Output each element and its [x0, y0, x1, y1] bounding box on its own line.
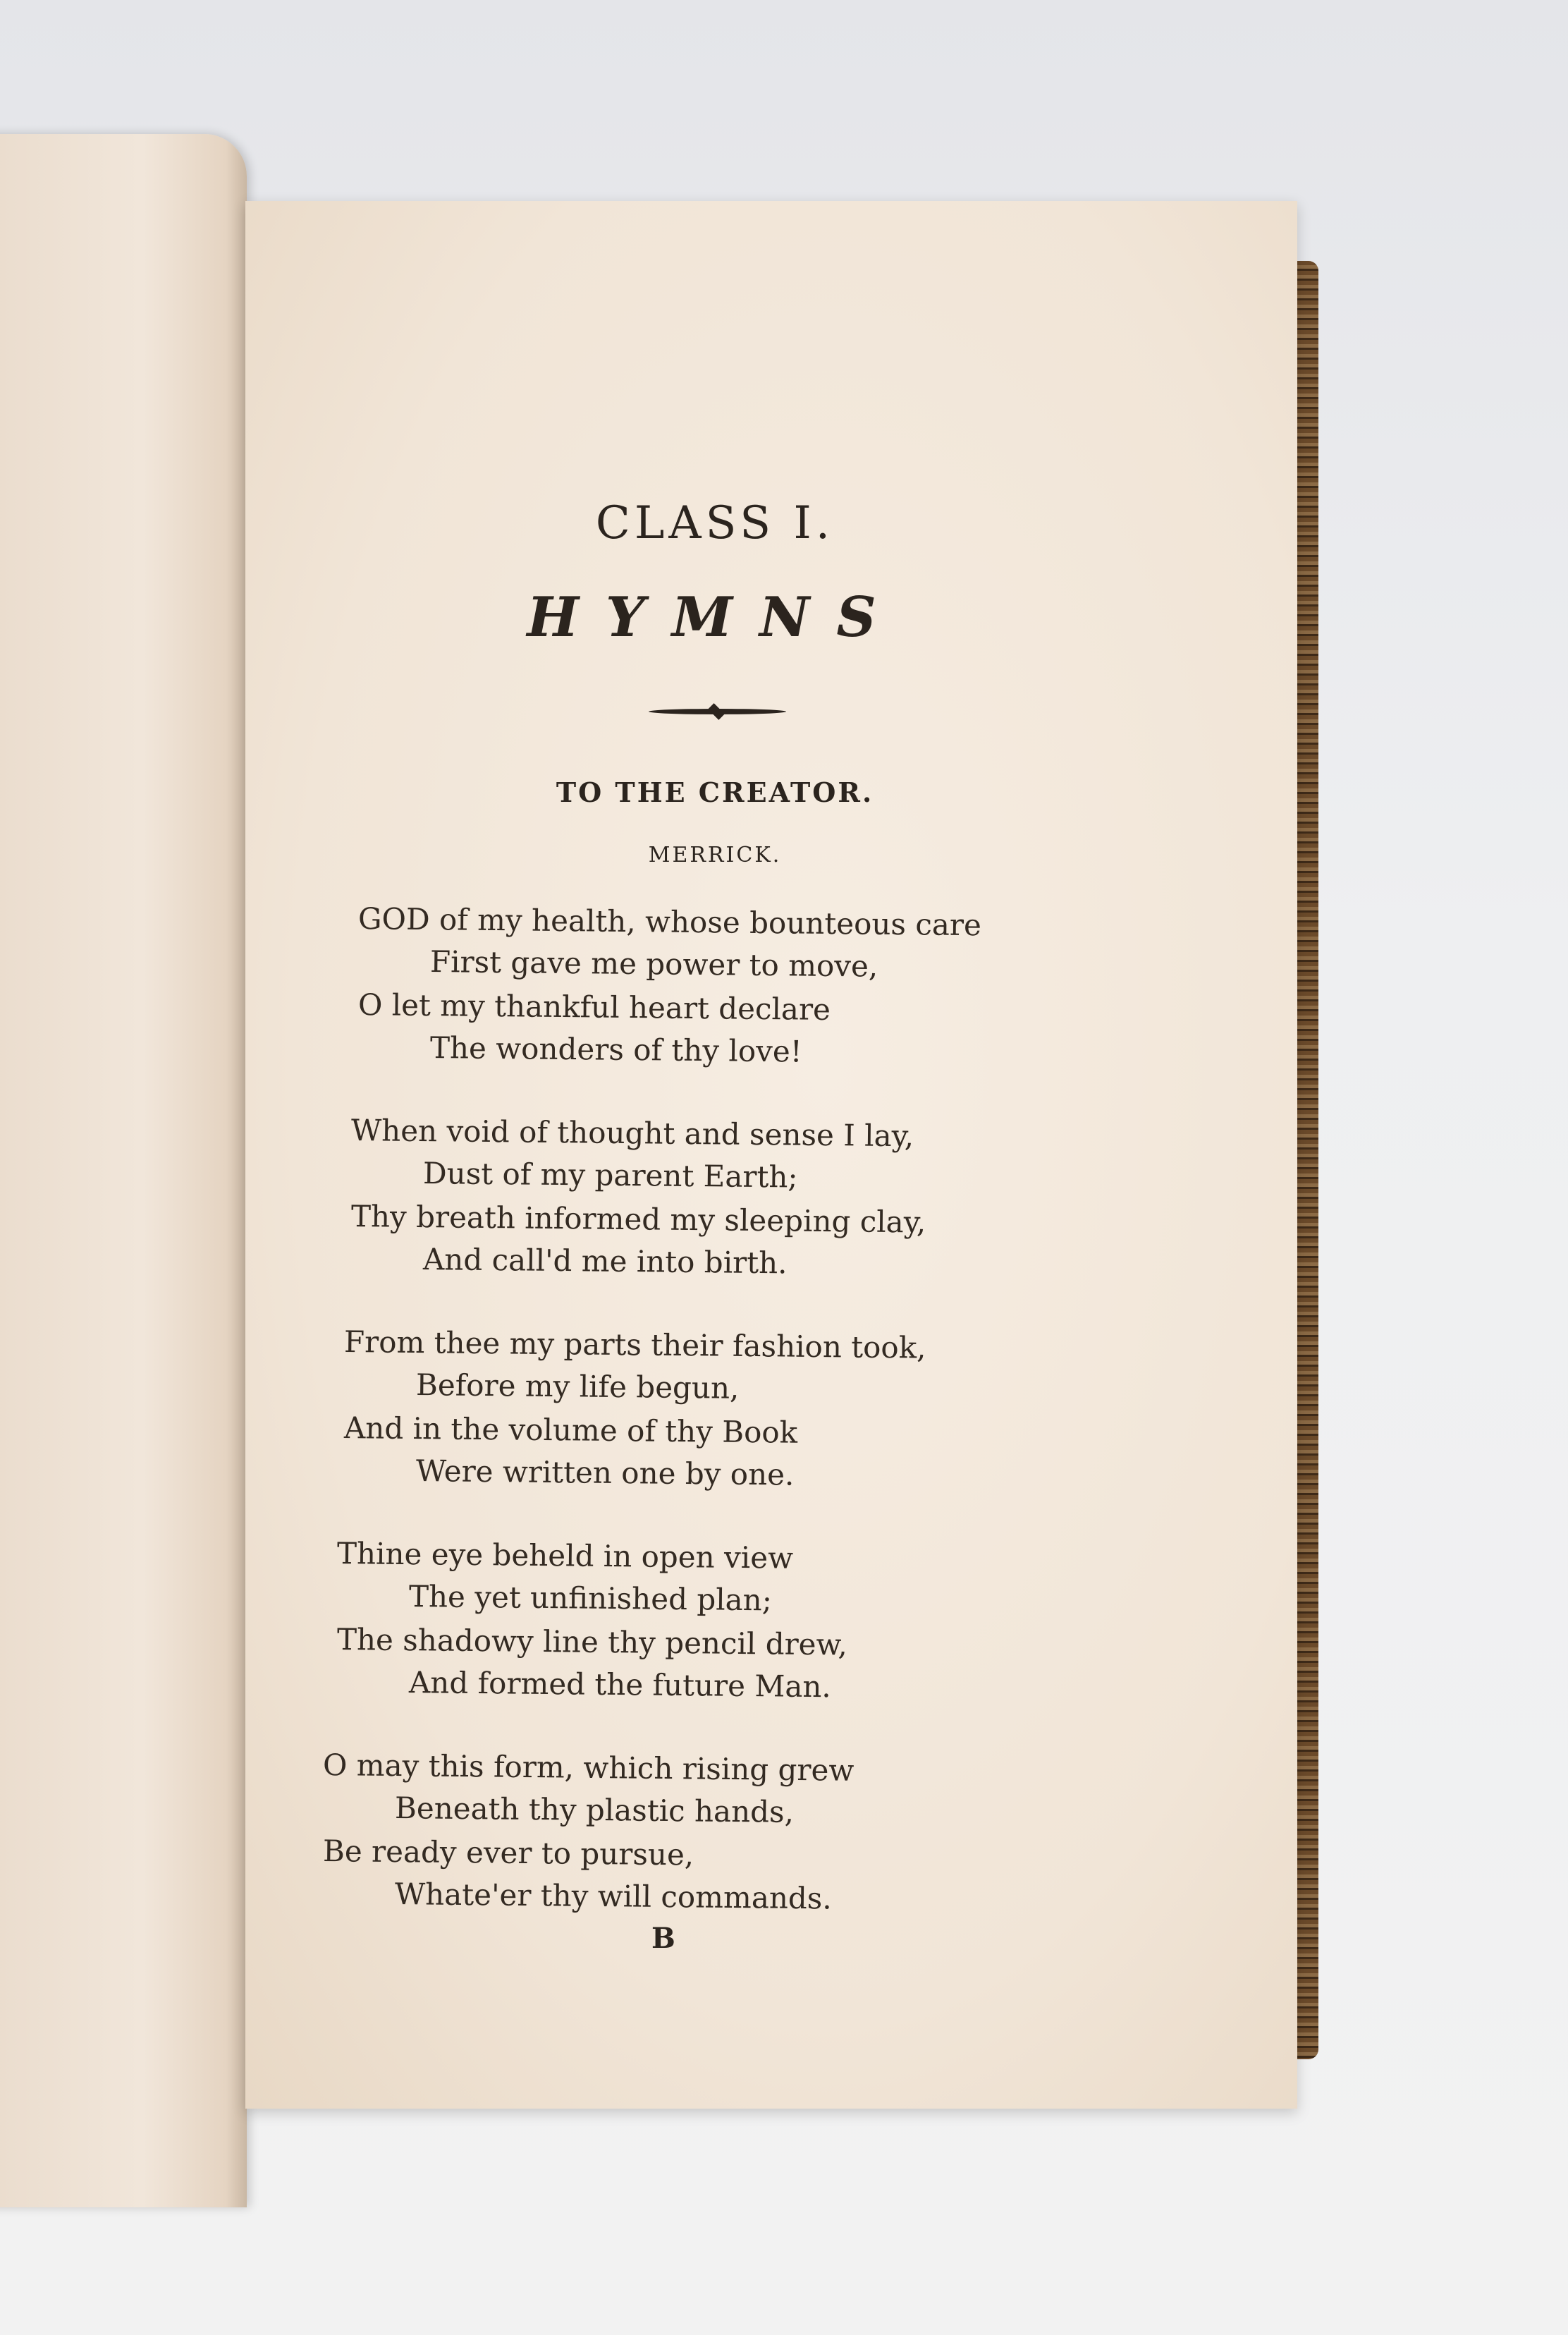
poem-line: Whate'er thy will commands.	[394, 1877, 833, 1916]
poem-line: Were written one by one.	[415, 1453, 795, 1492]
poem-line: O may this form, which rising grew	[322, 1748, 855, 1788]
poem-line: Thine eye beheld in open view	[336, 1536, 794, 1575]
right-page	[245, 201, 1297, 2109]
poem-line: First gave me power to move,	[429, 944, 878, 984]
poem-line: Thy breath informed my sleeping clay,	[350, 1199, 926, 1240]
book-edge	[1294, 261, 1318, 2059]
signature-mark: B	[651, 1922, 675, 1955]
class-heading: CLASS I.	[595, 497, 835, 549]
poem-line: GOD of my health, whose bounteous care	[357, 901, 982, 943]
hymn-author: MERRICK.	[648, 843, 782, 867]
poem-line: O let my thankful heart declare	[357, 987, 831, 1028]
ornament-rule	[649, 709, 786, 714]
poem-line: Beneath thy plastic hands,	[394, 1791, 795, 1829]
poem-line: Dust of my parent Earth;	[422, 1156, 798, 1195]
hymn-title: TO THE CREATOR.	[556, 776, 874, 808]
poem-line: The yet unfinished plan;	[408, 1579, 773, 1618]
section-heading: HYMNS	[527, 585, 903, 650]
poem-line: When void of thought and sense I lay,	[350, 1113, 914, 1154]
left-page	[0, 134, 247, 2207]
poem-line: Be ready ever to pursue,	[322, 1834, 694, 1872]
poem-line: And in the volume of thy Book	[343, 1410, 798, 1450]
poem-line: From thee my parts their fashion took,	[343, 1324, 926, 1365]
poem-line: The shadowy line thy pencil drew,	[336, 1622, 848, 1662]
poem-line: The wonders of thy love!	[429, 1030, 802, 1069]
poem-line: And call'd me into birth.	[422, 1242, 788, 1281]
poem-line: Before my life begun,	[415, 1367, 740, 1406]
poem-line: And formed the future Man.	[408, 1665, 832, 1705]
